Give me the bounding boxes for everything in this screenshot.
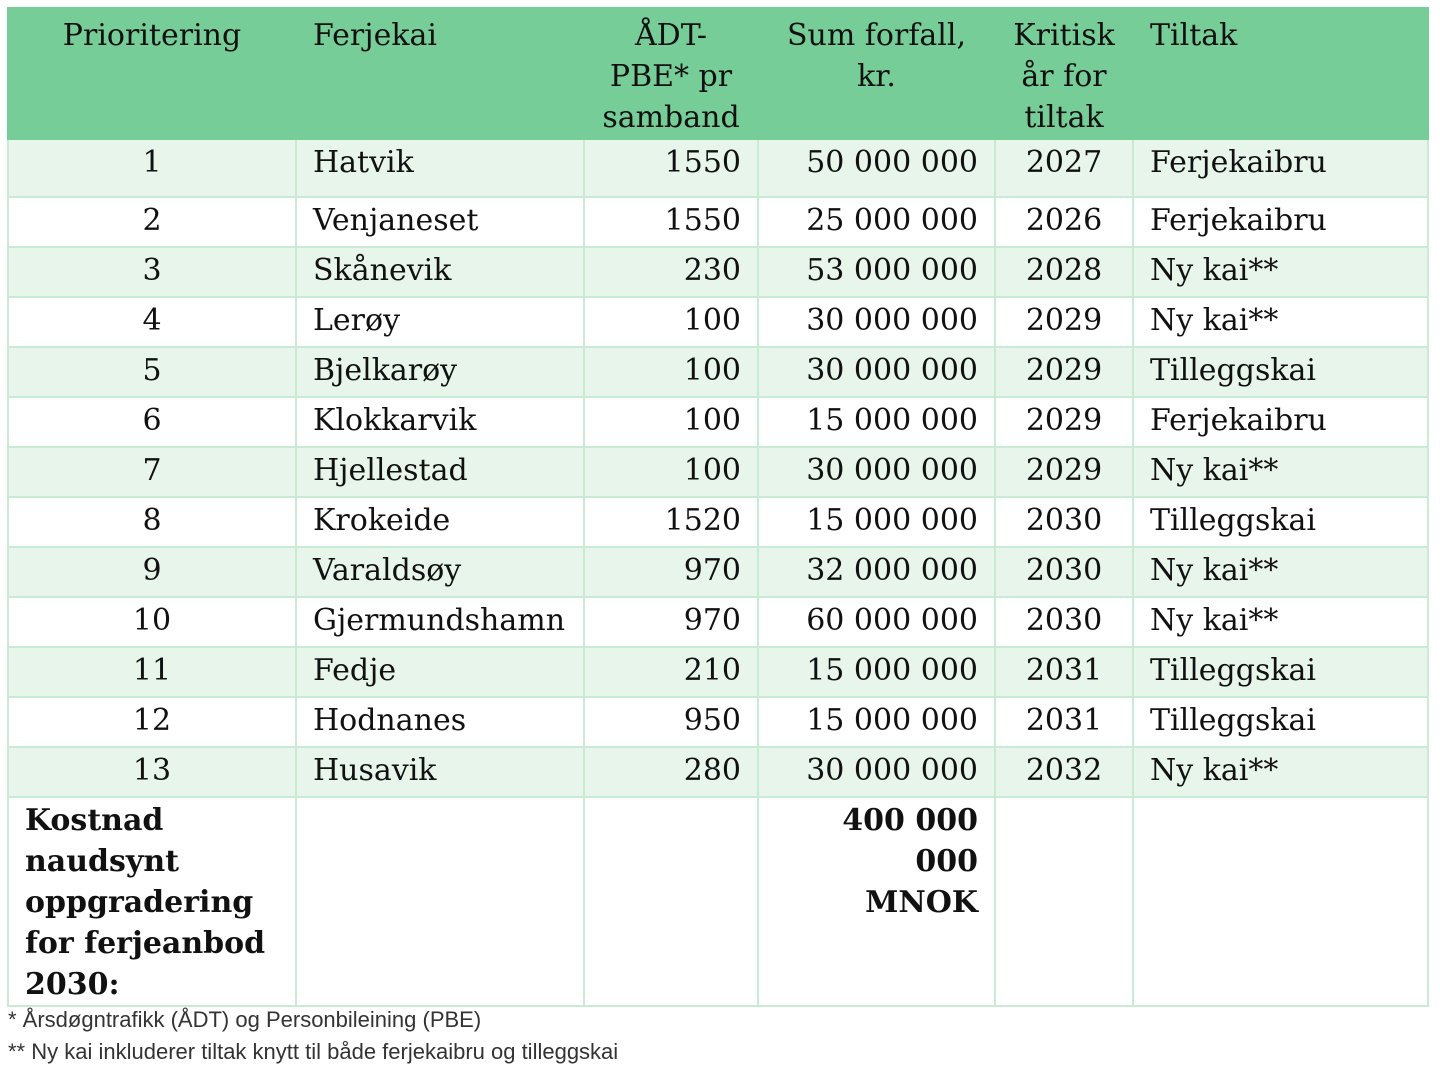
cell-sum: 30 000 000 <box>758 297 995 347</box>
header-tiltak: Tiltak <box>1133 8 1428 139</box>
cell-sum: 15 000 000 <box>758 397 995 447</box>
cell-adt: 100 <box>584 447 758 497</box>
cell-kritisk: 2027 <box>995 139 1133 197</box>
header-kritisk-line1: Kritisk <box>1013 18 1115 53</box>
cell-kritisk: 2029 <box>995 447 1133 497</box>
cell-prioritering: 9 <box>8 547 296 597</box>
cell-adt: 100 <box>584 347 758 397</box>
cell-sum: 15 000 000 <box>758 497 995 547</box>
cell-adt: 970 <box>584 547 758 597</box>
cell-ferjekai: Skånevik <box>296 247 584 297</box>
cell-ferjekai: Klokkarvik <box>296 397 584 447</box>
cell-kritisk: 2029 <box>995 297 1133 347</box>
cell-ferjekai: Hodnanes <box>296 697 584 747</box>
cell-kritisk: 2031 <box>995 647 1133 697</box>
cell-prioritering: 11 <box>8 647 296 697</box>
cell-ferjekai: Varaldsøy <box>296 547 584 597</box>
header-kritisk-ar <box>995 8 1133 139</box>
cell-prioritering: 3 <box>8 247 296 297</box>
cell-ferjekai: Lerøy <box>296 297 584 347</box>
cell-adt: 970 <box>584 597 758 647</box>
table-row <box>8 747 1428 797</box>
cell-tiltak: Ny kai** <box>1133 547 1428 597</box>
footnote-ny-kai: ** Ny kai inkluderer tiltak knytt til både ferjekaibru og tilleggskai <box>8 1039 619 1064</box>
table-row <box>8 197 1428 247</box>
cell-ferjekai: Bjelkarøy <box>296 347 584 397</box>
header-adt-line3: samband <box>602 100 740 135</box>
cell-ferjekai: Hatvik <box>296 139 584 197</box>
table-row <box>8 497 1428 547</box>
cell-prioritering: 13 <box>8 747 296 797</box>
cell-kritisk: 2032 <box>995 747 1133 797</box>
table-row <box>8 597 1428 647</box>
cell-tiltak: Tilleggskai <box>1133 697 1428 747</box>
cell-ferjekai: Fedje <box>296 647 584 697</box>
header-sum-forfall <box>758 8 995 139</box>
cell-sum: 60 000 000 <box>758 597 995 647</box>
header-sum-line2: kr. <box>857 59 896 94</box>
cell-sum: 30 000 000 <box>758 447 995 497</box>
table-row <box>8 697 1428 747</box>
header-kritisk-line3: tiltak <box>1024 100 1104 135</box>
total-label-line: Kostnad <box>25 803 164 838</box>
cell-ferjekai: Gjermundshamn <box>296 597 584 647</box>
footnote-adt-pbe: * Årsdøgntrafikk (ÅDT) og Personbileining (PBE) <box>8 1007 482 1032</box>
table-row <box>8 547 1428 597</box>
total-row <box>8 797 1428 1006</box>
cell-tiltak: Ny kai** <box>1133 747 1428 797</box>
table-row <box>8 647 1428 697</box>
cell-sum: 32 000 000 <box>758 547 995 597</box>
header-adt-line2: PBE* pr <box>609 59 733 94</box>
cell-prioritering: 1 <box>8 139 296 197</box>
cell-adt: 100 <box>584 397 758 447</box>
cell-adt: 1550 <box>584 139 758 197</box>
cell-tiltak: Ny kai** <box>1133 447 1428 497</box>
cell-tiltak: Tilleggskai <box>1133 647 1428 697</box>
cell-tiltak: Ny kai** <box>1133 597 1428 647</box>
header-prioritering: Prioritering <box>8 8 296 139</box>
cell-prioritering: 12 <box>8 697 296 747</box>
cell-adt: 1520 <box>584 497 758 547</box>
cell-adt: 950 <box>584 697 758 747</box>
footnotes <box>8 1004 618 1068</box>
header-adt <box>584 8 758 139</box>
cell-adt: 230 <box>584 247 758 297</box>
cell-kritisk: 2028 <box>995 247 1133 297</box>
total-label-line: naudsynt <box>25 844 180 879</box>
table-row <box>8 247 1428 297</box>
cell-sum: 50 000 000 <box>758 139 995 197</box>
cell-tiltak: Ny kai** <box>1133 247 1428 297</box>
table-header <box>8 8 1428 139</box>
total-empty-cell <box>584 797 758 1006</box>
cell-prioritering: 4 <box>8 297 296 347</box>
cell-kritisk: 2030 <box>995 597 1133 647</box>
cell-tiltak: Ny kai** <box>1133 297 1428 347</box>
cell-tiltak: Ferjekaibru <box>1133 397 1428 447</box>
total-empty-cell <box>995 797 1133 1006</box>
cell-ferjekai: Krokeide <box>296 497 584 547</box>
cell-kritisk: 2026 <box>995 197 1133 247</box>
cell-ferjekai: Venjaneset <box>296 197 584 247</box>
header-adt-line1: ÅDT- <box>635 18 707 53</box>
cell-adt: 1550 <box>584 197 758 247</box>
cell-sum: 25 000 000 <box>758 197 995 247</box>
table-body <box>8 139 1428 1006</box>
total-label-line: for ferjeanbod <box>25 926 266 961</box>
cell-ferjekai: Hjellestad <box>296 447 584 497</box>
table-row <box>8 139 1428 197</box>
cell-kritisk: 2030 <box>995 497 1133 547</box>
total-label-line: 2030: <box>25 967 120 1002</box>
header-sum-line1: Sum forfall, <box>786 18 967 53</box>
table-row <box>8 297 1428 347</box>
cell-kritisk: 2029 <box>995 347 1133 397</box>
cell-sum: 30 000 000 <box>758 347 995 397</box>
header-ferjekai: Ferjekai <box>296 8 584 139</box>
cell-sum: 30 000 000 <box>758 747 995 797</box>
cell-prioritering: 2 <box>8 197 296 247</box>
cell-prioritering: 8 <box>8 497 296 547</box>
cell-tiltak: Tilleggskai <box>1133 497 1428 547</box>
cell-tiltak: Ferjekaibru <box>1133 139 1428 197</box>
ferry-quay-priority-table <box>7 7 1429 1007</box>
table-row <box>8 347 1428 397</box>
cell-kritisk: 2029 <box>995 397 1133 447</box>
cell-adt: 210 <box>584 647 758 697</box>
total-empty-cell <box>1133 797 1428 1006</box>
cell-kritisk: 2030 <box>995 547 1133 597</box>
cell-prioritering: 10 <box>8 597 296 647</box>
cell-prioritering: 6 <box>8 397 296 447</box>
cell-tiltak: Ferjekaibru <box>1133 197 1428 247</box>
cell-sum: 15 000 000 <box>758 697 995 747</box>
total-sum-unit: MNOK <box>865 885 978 920</box>
total-label-line: oppgradering <box>25 885 254 920</box>
cell-sum: 15 000 000 <box>758 647 995 697</box>
total-label <box>8 797 296 1006</box>
cell-adt: 280 <box>584 747 758 797</box>
total-sum <box>758 797 995 1006</box>
header-kritisk-line2: år for <box>1021 59 1107 94</box>
cell-sum: 53 000 000 <box>758 247 995 297</box>
cell-tiltak: Tilleggskai <box>1133 347 1428 397</box>
total-sum-value: 400 000 000 <box>842 803 978 879</box>
cell-adt: 100 <box>584 297 758 347</box>
header-row <box>8 8 1428 139</box>
cell-ferjekai: Husavik <box>296 747 584 797</box>
cell-prioritering: 7 <box>8 447 296 497</box>
total-empty-cell <box>296 797 584 1006</box>
cell-prioritering: 5 <box>8 347 296 397</box>
cell-kritisk: 2031 <box>995 697 1133 747</box>
table-row <box>8 447 1428 497</box>
table-row <box>8 397 1428 447</box>
